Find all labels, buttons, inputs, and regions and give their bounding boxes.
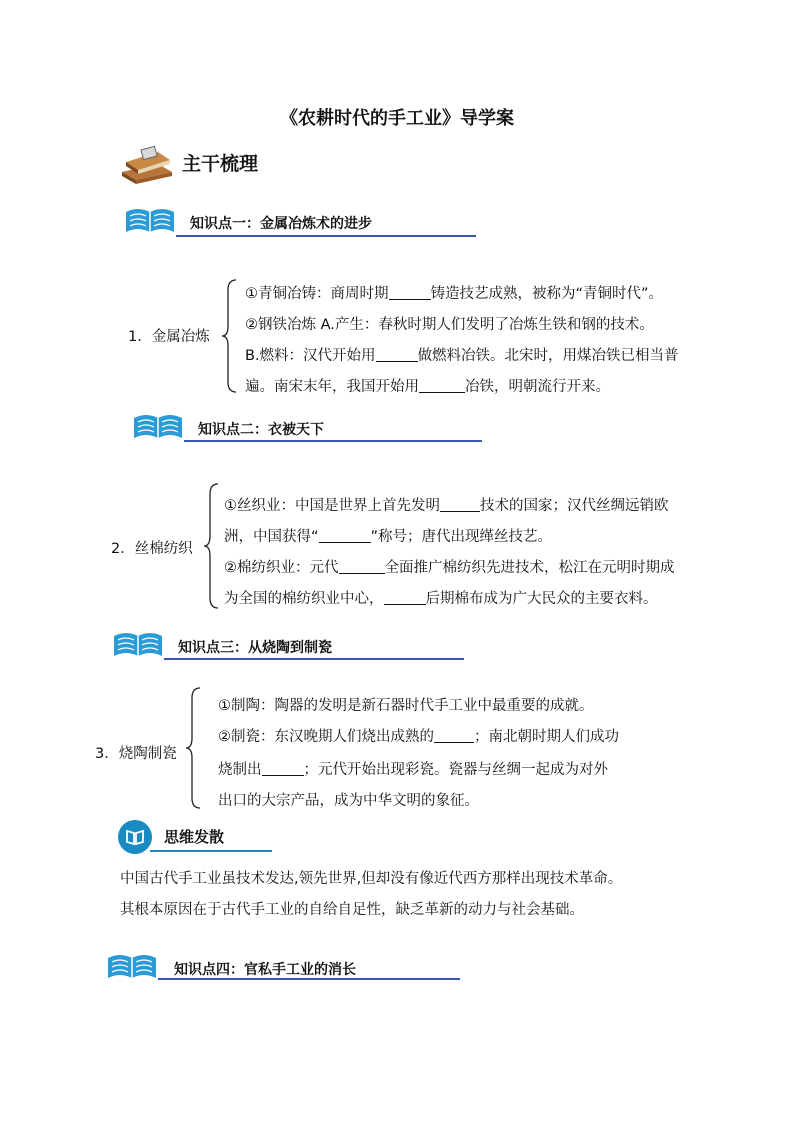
kp3-underline [164, 658, 464, 660]
kp2-topic: 2．丝棉纺织 [111, 541, 193, 557]
kp1-brace [220, 278, 238, 394]
kp3-topic: 3．烧陶制瓷 [95, 746, 177, 762]
kp1-topic: 1．金属冶炼 [128, 329, 210, 345]
page-title: 《农耕时代的手工业》导学案 [280, 108, 514, 129]
blank[interactable] [419, 378, 465, 394]
kp1-line1: ①青铜冶铸：商周时期 铸造技艺成熟，被称为“青铜时代”。 [245, 286, 664, 302]
kp3-line4: 出口的大宗产品，成为中华文明的象征。 [218, 793, 479, 809]
kp3-line2: ②制瓷：东汉晚期人们烧出成熟的 ；南北朝时期人们成功 [218, 729, 619, 745]
kp1-label: 知识点一：金属冶炼术的进步 [190, 216, 372, 232]
kp4-underline [158, 978, 460, 980]
kp3-brace [184, 686, 202, 810]
think-paragraph-1: 中国古代手工业虽技术发达,领先世界,但却没有像近代西方那样出现技术革命。 [120, 871, 623, 887]
kp1-line2: ②钢铁冶炼 A.产生：春秋时期人们发明了冶炼生铁和钢的技术。 [245, 317, 654, 333]
kp4-label: 知识点四：官私手工业的消长 [174, 962, 356, 978]
kp2-line4: 为全国的棉纺织业中心， 后期棉布成为广大民众的主要衣料。 [224, 591, 658, 607]
kp1-line4: 遍。南宋末年，我国开始用 冶铁，明朝流行开来。 [245, 379, 610, 395]
blank[interactable] [319, 528, 371, 544]
kp1-line3: B.燃料：汉代开始用 做燃料冶铁。北宋时，用煤冶铁已相当普 [245, 348, 679, 364]
blank[interactable] [339, 559, 385, 575]
think-paragraph-2: 其根本原因在于古代手工业的自给自足性，缺乏革新的动力与社会基础。 [120, 902, 584, 918]
kp3-label: 知识点三：从烧陶到制瓷 [178, 640, 332, 656]
blank[interactable] [440, 497, 480, 513]
books-stack-icon [118, 142, 176, 184]
kp3-line1: ①制陶：陶器的发明是新石器时代手工业中最重要的成就。 [218, 698, 594, 714]
blank[interactable] [384, 590, 426, 606]
kp2-line1: ①丝织业：中国是世界上首先发明 技术的国家；汉代丝绸远销欧 [224, 498, 669, 514]
open-book-icon [106, 950, 158, 982]
think-label: 思维发散 [164, 828, 225, 846]
kp2-line2: 洲，中国获得“ ”称号；唐代出现缂丝技艺。 [224, 529, 553, 545]
kp2-line3: ②棉纺织业：元代 全面推广棉纺织先进技术，松江在元明时期成 [224, 560, 675, 576]
open-book-icon [112, 628, 164, 660]
kp2-brace [202, 482, 220, 610]
open-book-icon [124, 204, 176, 236]
kp1-underline [176, 235, 476, 237]
think-underline [150, 850, 272, 852]
kp2-underline [184, 440, 482, 442]
open-book-icon [132, 410, 184, 442]
blank[interactable] [262, 761, 304, 777]
kp2-label: 知识点二：衣被天下 [198, 422, 324, 438]
blank[interactable] [376, 347, 418, 363]
blank[interactable] [434, 728, 474, 744]
main-heading: 主干梳理 [182, 153, 259, 175]
think-book-icon [118, 820, 152, 854]
kp3-line3: 烧制出 ；元代开始出现彩瓷。瓷器与丝绸一起成为对外 [218, 762, 608, 778]
blank[interactable] [389, 285, 431, 301]
